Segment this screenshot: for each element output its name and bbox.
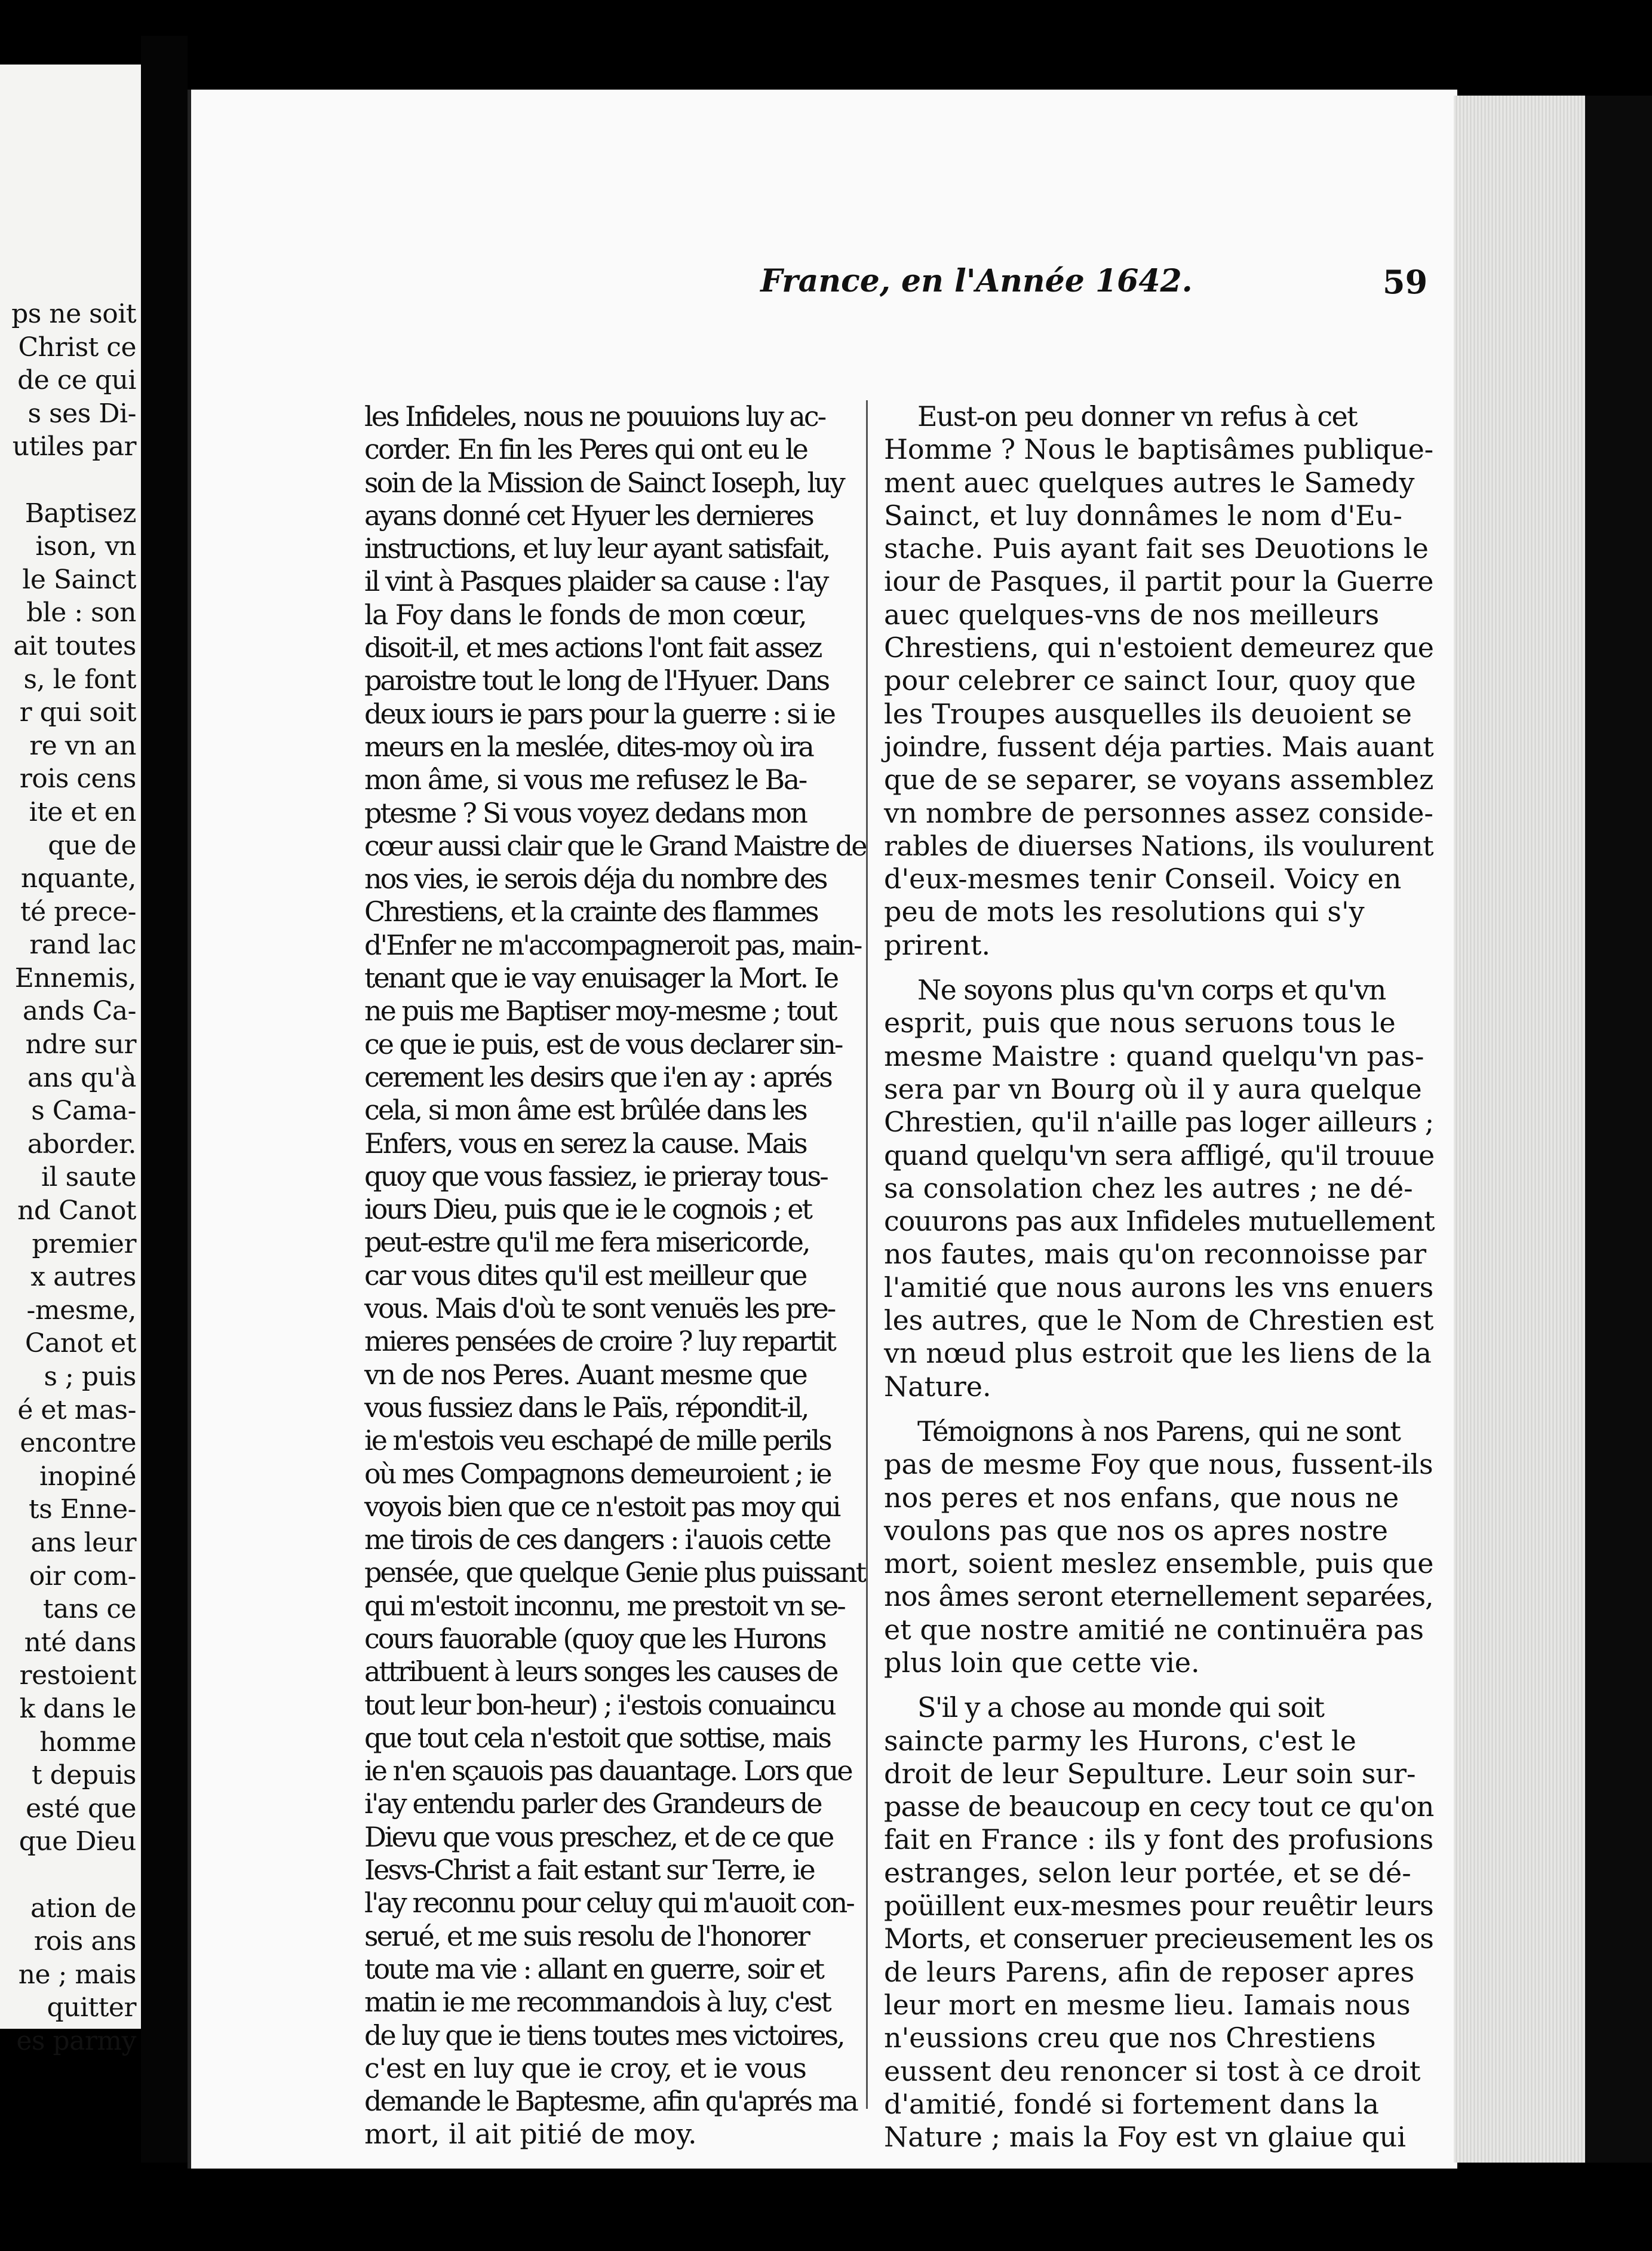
text-line: i'ay entendu parler des Grandeurs de: [364, 1787, 821, 1820]
text-line: d'amitié, fondé si fortement dans la: [884, 2087, 1379, 2120]
paragraph: [884, 1415, 1433, 1679]
text-line: cours fauorable (quoy que les Hurons: [364, 1622, 825, 1655]
text-line: l'amitié que nous aurons les vns enuers: [884, 1271, 1434, 1304]
text-line: mesme Maistre : quand quelqu'vn pas-: [884, 1039, 1424, 1072]
paragraph: [884, 1691, 1433, 2154]
facing-page-line: ite et en: [29, 796, 136, 827]
text-line: que de se separer, se voyans assemblez: [884, 763, 1434, 796]
facing-page-line: té prece-: [20, 896, 136, 927]
text-line: d'Enfer ne m'accompagneroit pas, main-: [364, 928, 861, 961]
facing-page-line: tans ce: [43, 1594, 136, 1625]
text-line: quand quelqu'vn sera affligé, qu'il trouue: [884, 1139, 1435, 1171]
facing-page-line: x autres: [30, 1262, 136, 1293]
text-line: Chrestiens, qui n'estoient demeurez que: [884, 631, 1434, 664]
facing-page-line: Baptisez: [24, 498, 136, 529]
facing-page-line: é et mas-: [17, 1394, 136, 1425]
facing-page-line: t depuis: [31, 1760, 136, 1791]
text-line: vn nombre de personnes assez conside-: [884, 796, 1433, 829]
text-line: qui m'estoit inconnu, me prestoit vn se-: [364, 1589, 845, 1622]
facing-page-line: ble : son: [26, 597, 136, 628]
facing-page-line: nquante,: [20, 863, 136, 894]
text-column-left: [364, 400, 866, 2151]
facing-page-line: r qui soit: [19, 697, 136, 728]
text-line: de luy que ie tiens toutes mes victoires,: [364, 2019, 844, 2051]
paragraph: [884, 400, 1433, 962]
facing-page-line: Canot et: [24, 1328, 136, 1359]
facing-page-text: [0, 298, 136, 2057]
text-line: mort, soient meslez ensemble, puis que: [884, 1547, 1434, 1580]
text-line: eussent deu renoncer si tost à ce droit: [884, 2054, 1421, 2087]
running-head: France, en l'Année 1642.: [760, 263, 1193, 299]
paragraph: [884, 974, 1433, 1403]
facing-page-line: il saute: [41, 1162, 136, 1193]
text-line: les Infideles, nous ne pouuions luy ac-: [364, 400, 825, 433]
text-line: Morts, et conseruer precieusement les os: [884, 1922, 1433, 1955]
facing-page-line: ndre sur: [25, 1029, 136, 1060]
facing-page-line: rand lac: [29, 930, 136, 961]
text-line: où mes Compagnons demeuroient ; ie: [364, 1457, 831, 1490]
facing-page-line: ait toutes: [13, 630, 136, 661]
facing-page-line: ts Enne-: [29, 1494, 136, 1525]
facing-page-line: aborder.: [27, 1128, 136, 1160]
text-line: Nature ; mais la Foy est vn glaiue qui: [884, 2121, 1406, 2154]
facing-page-fragment: [0, 65, 141, 2056]
facing-page-line: homme: [39, 1726, 136, 1758]
text-line: nos peres et nos enfans, que nous ne: [884, 1481, 1399, 1514]
text-line: pour celebrer ce sainct Iour, quoy que: [884, 664, 1416, 697]
text-line: Chrestiens, et la crainte des flammes: [364, 896, 818, 928]
facing-page-line: nté dans: [24, 1627, 136, 1658]
text-line: iour de Pasques, il partit pour la Guerre: [884, 565, 1434, 598]
text-line: c'est en luy que ie croy, et ie vous: [364, 2051, 806, 2084]
page-number: 59: [1383, 263, 1428, 301]
text-line: nos vies, ie serois déja du nombre des: [364, 863, 827, 896]
text-line: Homme ? Nous le baptisâmes publique-: [884, 433, 1433, 466]
text-line: tout leur bon-heur) ; i'estois conuaincu: [364, 1688, 835, 1721]
facing-page-line: ne ; mais: [18, 1959, 136, 1990]
facing-page-line: utiles par: [12, 431, 136, 462]
text-line: peut-estre qu'il me fera misericorde,: [364, 1226, 809, 1259]
book-page: [188, 90, 1457, 2169]
text-line: Témoignons à nos Parens, qui ne sont: [917, 1415, 1400, 1447]
text-line: disoit-il, et mes actions l'ont fait assez: [364, 631, 821, 664]
facing-page-line: ands Ca-: [22, 996, 136, 1027]
facing-page-line: de ce qui: [17, 365, 136, 396]
text-line: passe de beaucoup en cecy tout ce qu'on: [884, 1790, 1434, 1823]
text-line: couurons pas aux Infideles mutuellement: [884, 1205, 1435, 1238]
facing-page-line: encontre: [20, 1428, 136, 1459]
text-line: mort, il ait pitié de moy.: [364, 2118, 697, 2151]
text-line: et que nostre amitié ne continuëra pas: [884, 1613, 1424, 1646]
facing-page-line: s Cama-: [31, 1096, 136, 1127]
text-line: sera par vn Bourg où il y aura quelque: [884, 1072, 1422, 1105]
text-line: corder. En fin les Peres qui ont eu le: [364, 433, 807, 466]
text-line: que tout cela n'estoit que sottise, mais: [364, 1721, 831, 1754]
text-line: instructions, et luy leur ayant satisfait,: [364, 532, 830, 565]
page-fore-edge: [1454, 96, 1585, 2163]
facing-page-line: que de: [48, 830, 136, 861]
text-line: matin ie me recommandois à luy, c'est: [364, 1986, 830, 2019]
facing-page-line: re vn an: [29, 730, 136, 761]
text-line: saincte parmy les Hurons, c'est le: [884, 1724, 1356, 1757]
text-line: la Foy dans le fonds de mon cœur,: [364, 598, 807, 631]
text-line: joindre, fussent déja parties. Mais auant: [884, 730, 1434, 763]
text-line: Chrestien, qu'il n'aille pas loger ailleurs ;: [884, 1106, 1434, 1139]
text-line: auec quelques-vns de nos meilleurs: [884, 598, 1380, 631]
text-line: Ne soyons plus qu'vn corps et qu'vn: [917, 974, 1386, 1007]
text-line: mon âme, si vous me refusez le Ba-: [364, 763, 806, 796]
facing-page-line: s ; puis: [44, 1361, 136, 1392]
text-line: Dievu que vous preschez, et de ce que: [364, 1820, 833, 1853]
facing-page-line: nd Canot: [17, 1195, 136, 1226]
text-line: poüillent eux-mesmes pour reuêtir leurs: [884, 1890, 1434, 1922]
text-line: iours Dieu, puis que ie le cognois ; et: [364, 1193, 811, 1226]
text-line: prirent.: [884, 928, 991, 961]
text-line: paroistre tout le long de l'Hyuer. Dans: [364, 664, 829, 697]
text-line: ie m'estois veu eschapé de mille perils: [364, 1424, 831, 1457]
text-line: Enfers, vous en serez la cause. Mais: [364, 1127, 806, 1160]
text-line: vous fussiez dans le Païs, répondit-il,: [364, 1391, 808, 1424]
book-board: [1585, 96, 1652, 2163]
facing-page-line: [0, 1859, 136, 1892]
text-line: car vous dites qu'il est meilleur que: [364, 1259, 806, 1292]
text-line: de leurs Parens, afin de reposer apres: [884, 1955, 1415, 1988]
text-line: pensée, que quelque Genie plus puissant: [364, 1556, 865, 1589]
facing-page-line: inopiné: [39, 1461, 136, 1492]
text-line: ie n'en sçauois pas dauantage. Lors que: [364, 1755, 852, 1787]
facing-page-line: -mesme,: [26, 1295, 136, 1326]
facing-page-line: esté que: [26, 1793, 136, 1824]
paragraph-gap: [884, 962, 1433, 974]
facing-page-line: s ses Di-: [27, 398, 136, 429]
facing-page-line: que Dieu: [19, 1826, 136, 1857]
text-line: deux iours ie pars pour la guerre : si ie: [364, 697, 835, 730]
facing-page-line: rois cens: [19, 763, 136, 795]
facing-page-line: oir com-: [29, 1560, 136, 1591]
paragraph-gap: [884, 1679, 1433, 1691]
facing-page-line: s, le font: [23, 664, 136, 695]
text-line: Iesvs-Christ a fait estant sur Terre, ie: [364, 1854, 814, 1887]
text-line: l'ay reconnu pour celuy qui m'auoit con-: [364, 1887, 853, 1919]
facing-page-line: es parmy: [16, 2025, 136, 2056]
text-line: il vint à Pasques plaider sa cause : l'ay: [364, 565, 828, 598]
text-line: les autres, que le Nom de Chrestien est: [884, 1304, 1434, 1337]
text-line: sa consolation chez les autres ; ne dé-: [884, 1171, 1413, 1204]
book-gutter: [141, 36, 188, 2163]
text-line: les Troupes ausquelles ils deuoient se: [884, 697, 1413, 730]
text-line: serué, et me suis resolu de l'honorer: [364, 1919, 809, 1952]
text-line: demande le Baptesme, afin qu'aprés ma: [364, 2085, 857, 2118]
text-column-right: [884, 400, 1433, 2154]
text-line: ne puis me Baptiser moy-mesme ; tout: [364, 995, 836, 1028]
facing-page-line: quitter: [47, 1992, 136, 2023]
facing-page-line: k dans le: [19, 1693, 136, 1724]
text-line: n'eussions creu que nos Chrestiens: [884, 2022, 1376, 2054]
text-line: pas de mesme Foy que nous, fussent-ils: [884, 1448, 1433, 1481]
facing-page-line: ans qu'à: [27, 1062, 136, 1093]
text-line: voulons pas que nos os apres nostre: [884, 1514, 1388, 1547]
text-line: vous. Mais d'où te sont venuës les pre-: [364, 1292, 835, 1325]
text-line: cerement les desirs que i'en ay : aprés: [364, 1060, 831, 1093]
facing-page-line: ans leur: [30, 1527, 136, 1558]
text-line: vn nœud plus estroit que les liens de la: [884, 1337, 1432, 1370]
text-line: esprit, puis que nous seruons tous le: [884, 1007, 1396, 1039]
text-line: cela, si mon âme est brûlée dans les: [364, 1094, 806, 1127]
text-line: Eust-on peu donner vn refus à cet: [917, 400, 1357, 433]
text-line: ment auec quelques autres le Samedy: [884, 466, 1415, 499]
text-line: soin de la Mission de Sainct Ioseph, luy: [364, 466, 844, 499]
text-line: rables de diuerses Nations, ils voulurent: [884, 829, 1434, 862]
text-line: meurs en la meslée, dites-moy où ira: [364, 730, 813, 763]
text-line: ptesme ? Si vous voyez dedans mon: [364, 796, 806, 829]
text-line: stache. Puis ayant fait ses Deuotions le: [884, 532, 1429, 565]
facing-page-line: ation de: [30, 1893, 136, 1924]
text-line: quoy que vous fassiez, ie prieray tous-: [364, 1160, 827, 1192]
text-line: estranges, selon leur portée, et se dé-: [884, 1856, 1411, 1889]
facing-page-line: rois ans: [33, 1926, 136, 1957]
column-divider: [866, 400, 868, 2109]
text-line: vn de nos Peres. Auant mesme que: [364, 1358, 807, 1391]
text-line: attribuent à leurs songes les causes de: [364, 1655, 837, 1688]
text-line: nos fautes, mais qu'on reconnoisse par: [884, 1238, 1427, 1271]
text-line: cœur aussi clair que le Grand Maistre de: [364, 829, 866, 862]
facing-page-line: restoient: [19, 1660, 136, 1691]
facing-page-line: premier: [32, 1228, 136, 1259]
text-line: plus loin que cette vie.: [884, 1646, 1200, 1679]
text-line: ayans donné cet Hyuer les dernieres: [364, 499, 813, 532]
text-line: me tirois de ces dangers : i'auois cette: [364, 1523, 830, 1556]
text-line: droit de leur Sepulture. Leur soin sur-: [884, 1757, 1416, 1790]
text-line: Nature.: [884, 1370, 991, 1403]
facing-page-line: ison, vn: [35, 531, 136, 562]
text-line: fait en France : ils y font des profusions: [884, 1823, 1434, 1856]
text-line: toute ma vie : allant en guerre, soir et: [364, 1952, 824, 1985]
text-line: voyois bien que ce n'estoit pas moy qui: [364, 1490, 840, 1523]
text-line: peu de mots les resolutions qui s'y: [884, 896, 1365, 928]
facing-page-line: [0, 464, 136, 497]
facing-page-line: le Sainct: [22, 564, 136, 595]
text-line: leur mort en mesme lieu. Iamais nous: [884, 1988, 1411, 2021]
facing-page-line: Ennemis,: [14, 962, 136, 993]
facing-page-line: Christ ce: [18, 332, 136, 363]
facing-page-line: ps ne soit: [11, 299, 136, 329]
text-line: d'eux-mesmes tenir Conseil. Voicy en: [884, 863, 1402, 896]
text-line: nos âmes seront eternellement separées,: [884, 1580, 1433, 1613]
text-line: tenant que ie vay enuisager la Mort. Ie: [364, 962, 838, 995]
text-line: mieres pensées de croire ? luy repartit: [364, 1325, 835, 1358]
paragraph-gap: [884, 1403, 1433, 1415]
text-line: S'il y a chose au monde qui soit: [917, 1691, 1324, 1724]
text-line: ce que ie puis, est de vous declarer sin-: [364, 1028, 842, 1060]
text-line: Sainct, et luy donnâmes le nom d'Eu-: [884, 499, 1402, 532]
